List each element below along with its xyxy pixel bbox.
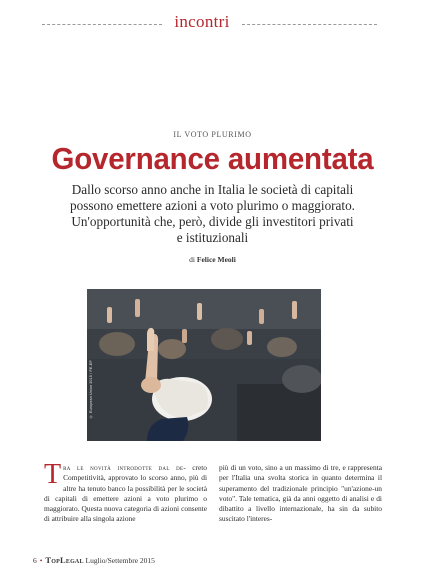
header-rule-right — [242, 24, 377, 25]
article-byline — [0, 255, 425, 264]
lead-in-text: ra le novità introdotte dal de- — [63, 463, 187, 472]
article-standfirst: Dallo scorso anno anche in Italia le società di capitali possono emettere azioni a voto plurimo o maggiorato. Un'opportunità che, però, divide gli investitori privati e istituzionali — [70, 182, 355, 245]
header-rule-left — [42, 24, 162, 25]
body-text-2: più di un voto, sino a un massimo di tre, e rappresenta per l'Italia una svolta storica in quanto determina il superamento del tradizionale principio "un'azione-un voto". Tale tematica, già da anni oggetto di analisi e di dibattito a livello internazionale, ha sin da subito suscitato l'interes- — [219, 463, 382, 524]
section-title: incontri — [174, 12, 230, 31]
section-header — [0, 0, 425, 40]
issue-date: Luglio/Settembre 2015 — [85, 556, 155, 565]
article-photo — [87, 289, 321, 441]
body-column-2 — [219, 463, 382, 549]
article-kicker: IL VOTO PLURIMO — [173, 130, 252, 139]
photo-credit: © European Union 2015 / PE-EP — [89, 360, 93, 419]
byline-prefix: di — [189, 255, 196, 264]
author-name: Felice Meoli — [196, 255, 236, 264]
page-footer — [33, 555, 155, 565]
voting-hands-image — [87, 289, 321, 441]
magazine-name: TopLegal — [45, 555, 84, 565]
article-body — [44, 463, 382, 549]
drop-cap: T — [44, 463, 62, 490]
bullet-icon: • — [39, 556, 43, 565]
body-text-1: creto Competitività, approvato lo scorso anno, più di altre ha tenuto banco la possibilità per le società di capitali di emettere azioni a voto plurimo o maggiorato. Questa nuova categoria di azioni consente di attribuire alla singola azione — [44, 463, 207, 524]
article-headline: Governance aumentata — [51, 141, 374, 176]
body-column-1 — [44, 463, 207, 549]
page-number: 6 — [33, 556, 37, 565]
